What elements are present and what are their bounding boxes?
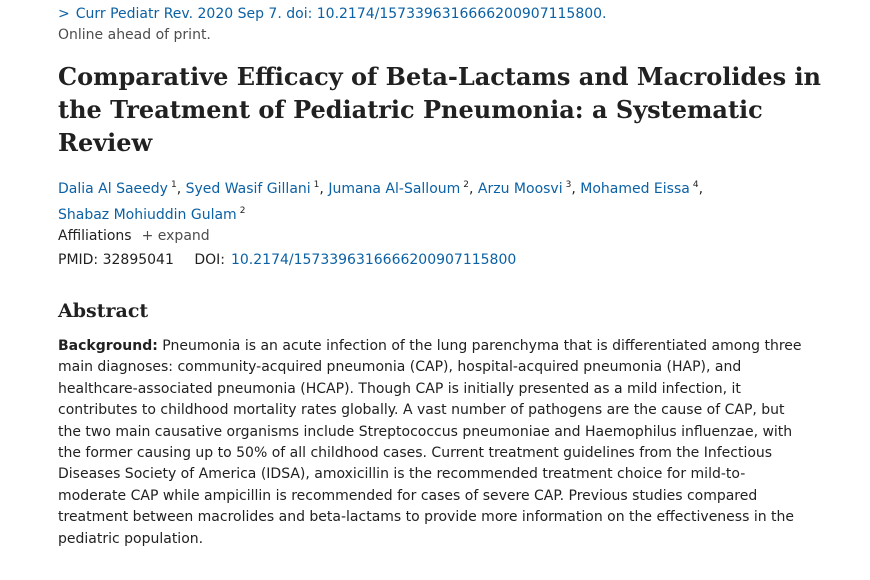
article-title: Comparative Efficacy of Beta-Lactams and Macrolides in the Treatment of Pediatric Pneumonia: a Systematic Review	[58, 62, 822, 157]
author-separator: ,	[319, 181, 329, 197]
author-name[interactable]: Mohamed Eissa	[580, 181, 690, 197]
author-link[interactable]	[186, 181, 320, 197]
author-link[interactable]	[580, 181, 698, 197]
affiliation-ref[interactable]: 1	[313, 180, 320, 190]
author-list	[58, 174, 818, 226]
affiliation-ref[interactable]: 2	[239, 206, 246, 216]
author-link[interactable]	[478, 181, 571, 197]
author-name[interactable]: Shabaz Mohiuddin Gulam	[58, 207, 237, 223]
background-text: Pneumonia is an acute infection of the lung parenchyma that is differentiated among three main diagnoses: community-acquired pneumonia (CAP), hospital-acquired pneumonia (HAP), and healthcare-associated pneumonia (HCAP). Though CAP is initially presented as a mild infection, it contributes to childhood mortality rates globally. A vast number of pathogens are the cause of CAP, but the two main causative organisms include Streptococcus pneumoniae and Haemophilus influenzae, with the former causing up to 50% of all childhood cases. Current treatment guidelines from the Infectious Diseases Society of America (IDSA), amoxicillin is the recommended treatment choice for mild-to-moderate CAP while ampicillin is recommended for cases of severe CAP. Previous studies compared treatment between macrolides and beta-lactams to provide more information on the effectiveness in the pediatric population.	[58, 338, 802, 547]
affiliations-row	[58, 228, 210, 244]
chevron-right-icon: >	[58, 6, 70, 22]
author-name[interactable]: Syed Wasif Gillani	[185, 181, 311, 197]
doi-link[interactable]: 10.2174/1573396316666200907115800	[230, 252, 517, 268]
expand-affiliations-button[interactable]: + expand	[141, 228, 210, 244]
author-name[interactable]: Jumana Al-Salloum	[328, 181, 461, 197]
abstract-background	[58, 336, 803, 550]
abstract-heading: Abstract	[58, 300, 149, 322]
background-label: Background:	[58, 338, 158, 354]
identifiers-row	[58, 252, 516, 268]
citation-text[interactable]: Curr Pediatr Rev. 2020 Sep 7. doi: 10.2174/1573396316666200907115800.	[75, 6, 607, 22]
affiliation-ref[interactable]: 2	[463, 180, 470, 190]
author-separator: ,	[176, 181, 186, 197]
author-separator: ,	[571, 181, 581, 197]
affiliations-label: Affiliations	[58, 228, 132, 244]
author-separator: ,	[469, 181, 478, 197]
journal-citation[interactable]	[58, 6, 607, 22]
doi-label: DOI:	[194, 252, 225, 268]
author-link[interactable]	[58, 207, 245, 223]
affiliation-ref[interactable]: 4	[692, 180, 699, 190]
author-link[interactable]	[328, 181, 469, 197]
author-name[interactable]: Dalia Al Saeedy	[58, 181, 168, 197]
author-separator: ,	[698, 181, 704, 197]
publication-status: Online ahead of print.	[58, 27, 211, 43]
author-name[interactable]: Arzu Moosvi	[477, 181, 563, 197]
affiliation-ref[interactable]: 1	[170, 180, 177, 190]
affiliation-ref[interactable]: 3	[565, 180, 572, 190]
pmid-label: PMID:	[58, 252, 99, 268]
author-link[interactable]	[58, 181, 177, 197]
pmid-value: 32895041	[102, 252, 174, 268]
